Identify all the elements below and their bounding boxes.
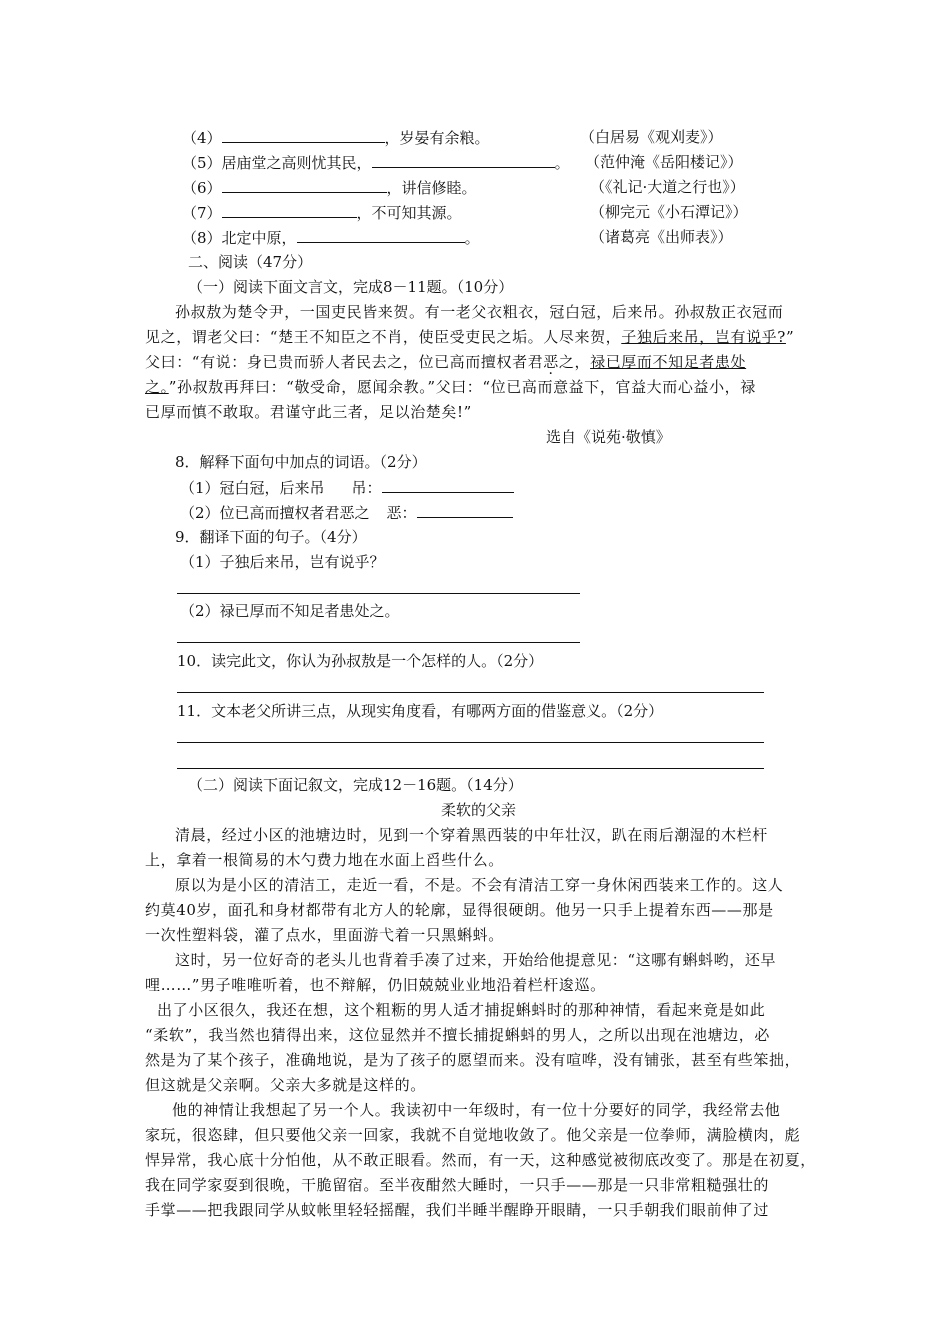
story-line: 他的神情让我想起了另一个人。我读初中一年级时，有一位十分要好的同学，我经常去他: [172, 1101, 781, 1119]
question-9-item-1: （1）子独后来吊，岂有说乎？: [180, 553, 385, 571]
poem-line-7: （7） ，不可知其源。: [182, 204, 462, 222]
story-line: 这时，另一位好奇的老头儿也背着手凑了过来，开始给他提意见：“这哪有蝌蚪哟，还早: [175, 951, 777, 969]
classical-line: 父曰：“有说：身已贵而骄人者民去之，位已高而擅权者君恶之，禄已厚而不知足者患处: [145, 353, 747, 371]
story-line: 出了小区很久，我还在想，这个粗粝的男人适才捕捉蝌蚪时的那种神情，看起来竟是如此: [157, 1001, 766, 1019]
story-line: 上，拿着一根简易的木勺费力地在水面上舀些什么。: [145, 851, 504, 869]
answer-line[interactable]: [177, 593, 580, 594]
classical-line: 见之，谓老父曰：“楚王不知臣之不肖，使臣受吏民之垢。人尽来贺，子独后来吊，岂有说乎?”: [145, 328, 795, 346]
story-line: 家玩，很恣肆，但只要他父亲一回家，我就不自觉地收敛了。他父亲是一位拳师，满脸横肉，彪: [145, 1126, 801, 1144]
answer-blank[interactable]: [222, 177, 387, 193]
answer-blank[interactable]: [417, 502, 513, 518]
poem-line-4: （4） ，岁晏有余粮。: [182, 129, 490, 147]
classical-line: 孙叔敖为楚令尹，一国吏民皆来贺。有一老父衣粗衣，冠白冠，后来吊。孙叔敖正衣冠而: [175, 303, 784, 321]
poem-line-5: （5）居庙堂之高则忧其民， 。: [182, 154, 570, 172]
poem-source: （范仲淹《岳阳楼记》）: [585, 153, 743, 171]
poem-source: （《礼记·大道之行也》）: [590, 178, 745, 196]
part1-heading: （一）阅读下面文言文，完成8－11题。（10分）: [188, 278, 514, 296]
classical-line: 之。”孙叔敖再拜曰：“敬受命，愿闻余教。”父曰：“位已高而意益下，官益大而心益小，禄: [145, 378, 756, 396]
story-line: 我在同学家耍到很晚，干脆留宿。至半夜酣然大睡时，一只手——那是一只非常粗糙强壮的: [145, 1176, 770, 1194]
story-line: 一次性塑料袋，灌了点水，里面游弋着一只黑蝌蚪。: [145, 926, 504, 944]
answer-blank[interactable]: [297, 227, 465, 243]
poem-source: （诸葛亮《出师表》）: [590, 228, 733, 246]
question-8-title: 8．解释下面句中加点的词语。（2分）: [175, 453, 427, 471]
answer-blank[interactable]: [222, 127, 385, 143]
story-line: 约莫40岁，面孔和身材都带有北方人的轮廓，显得很硬朗。他另一只手上提着东西——那是: [145, 901, 774, 919]
poem-source: （白居易《观刈麦》）: [580, 128, 723, 146]
question-9-item-2: （2）禄已厚而不知足者患处之。: [180, 602, 400, 620]
question-8-item-2: （2）位已高而擅权者君恶之 恶：: [180, 502, 513, 523]
question-9-title: 9．翻译下面的句子。（4分）: [175, 528, 367, 546]
dotted-word: 恶: [543, 353, 559, 371]
question-11: 11．文本老父所讲三点，从现实角度看，有哪两方面的借鉴意义。（2分）: [177, 702, 664, 720]
answer-line[interactable]: [177, 742, 764, 743]
story-line: 然是为了某个孩子，准确地说，是为了孩子的愿望而来。没有喧哗，没有铺张，甚至有些笨拙，: [145, 1051, 801, 1069]
story-line: 原以为是小区的清洁工，走近一看，不是。不会有清洁工穿一身休闲西装来工作的。这人: [175, 876, 784, 894]
answer-line[interactable]: [177, 642, 580, 643]
story-line: 哩……”男子唯唯听着，也不辩解，仍旧兢兢业业地沿着栏杆逡巡。: [145, 976, 606, 994]
story-line: 清晨，经过小区的池塘边时，见到一个穿着黑西装的中年壮汉，趴在雨后潮湿的木栏杆: [175, 826, 768, 844]
story-title: 柔软的父亲: [441, 801, 517, 819]
poem-line-8: （8）北定中原， 。: [182, 229, 480, 247]
answer-blank[interactable]: [372, 152, 555, 168]
answer-line[interactable]: [177, 692, 764, 693]
story-line: “柔软”，我当然也猜得出来，这位显然并不擅长捕捉蝌蚪的男人，之所以出现在池塘边，必: [145, 1026, 770, 1044]
question-8-item-1: （1）冠白冠，后来吊 吊：: [180, 477, 514, 498]
question-10: 10．读完此文，你认为孙叔敖是一个怎样的人。（2分）: [177, 652, 544, 670]
story-line: 悍异常，我心底十分怕他，从不敢正眼看。然而，有一天，这种感觉被彻底改变了。那是在初夏，: [145, 1151, 816, 1169]
classical-line: 已厚而慎不敢取。君谨守此三者，足以治楚矣!”: [145, 403, 472, 421]
passage-source: 选自《说苑·敬慎》: [546, 428, 671, 446]
story-line: 手掌——把我跟同学从蚊帐里轻轻摇醒，我们半睡半醒睁开眼睛，一只手朝我们眼前伸了过: [145, 1201, 770, 1219]
poem-line-6: （6） ，讲信修睦。: [182, 179, 477, 197]
poem-source: （柳完元《小石潭记》）: [590, 203, 748, 221]
answer-blank[interactable]: [222, 202, 357, 218]
story-line: 但这就是父亲啊。父亲大多就是这样的。: [145, 1076, 426, 1094]
section-heading: 二、阅读（47分）: [188, 253, 313, 271]
answer-line[interactable]: [177, 768, 764, 769]
part2-heading: （二）阅读下面记叙文，完成12－16题。（14分）: [188, 776, 523, 794]
answer-blank[interactable]: [382, 477, 514, 493]
